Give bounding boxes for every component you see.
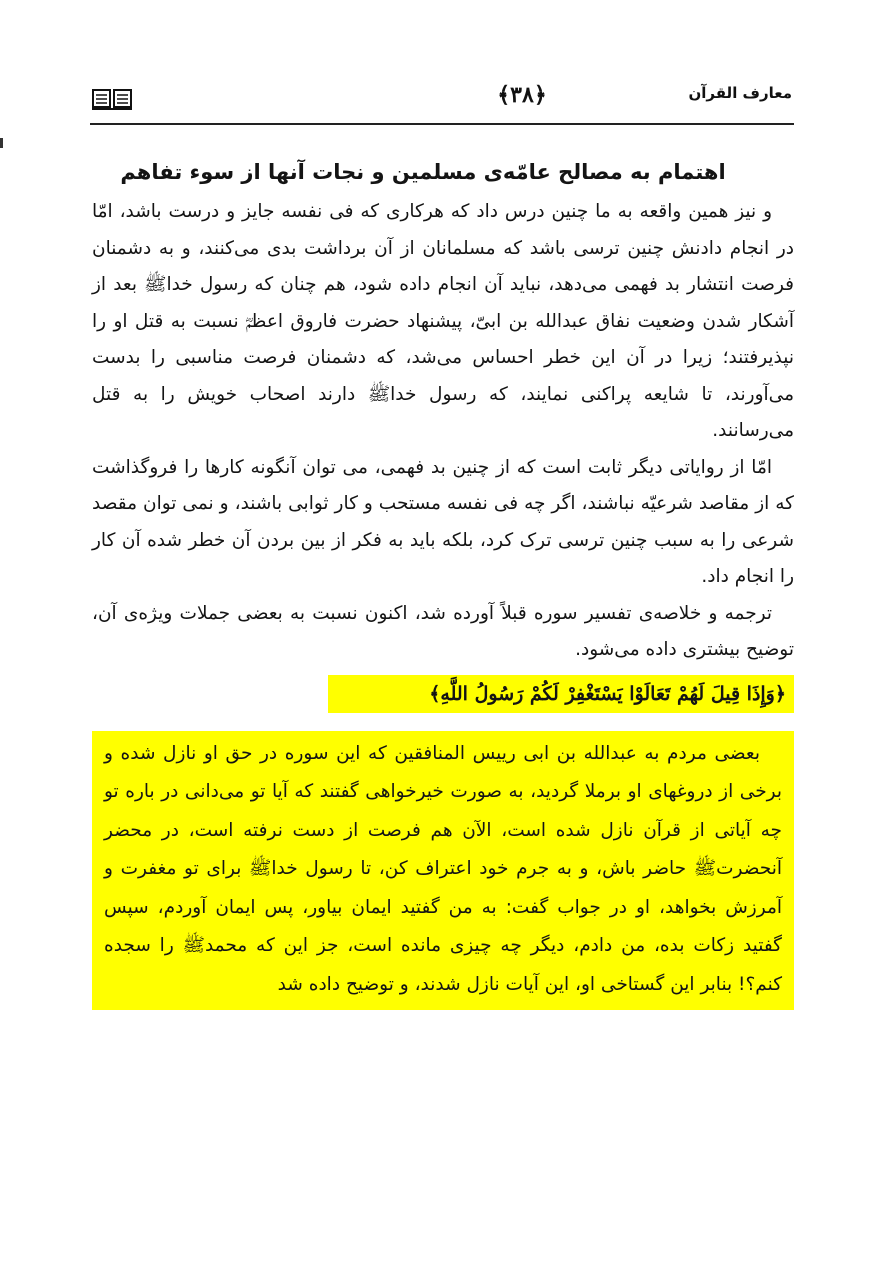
paragraph-2: امّا از روایاتی دیگر ثابت است که از چنین بد فهمی، می توان آنگونه کارها را فروگذاشت که از مقاصد شرعیّه نباشند، اگر چه فی نفسه مستحب و کار ثوابی باشند، و نمی توان مقصد شرعی را به سبب چنین ترسی ترک کرد، بلکه باید به فکر از بین بردن آن خطر شده آن کار را انجام داد. bbox=[92, 456, 794, 587]
quran-verse: ﴿وَإِذَا قِيلَ لَهُمْ تَعَالَوْا يَسْتَغْفِرْ لَكُمْ رَسُولُ اللَّهِ﴾ bbox=[328, 675, 794, 713]
page-body bbox=[92, 150, 794, 1010]
section-heading: اهتمام به مصالح عامّه‌ی مسلمین و نجات آنها از سوء تفاهم bbox=[120, 160, 726, 184]
paragraph-3: ترجمه و خلاصه‌ی تفسیر سوره قبلاً آورده شد، اکنون نسبت به بعضی جملات ویژه‌ی آن، توضیح بیشتری داده می‌شود. bbox=[92, 602, 794, 660]
open-book-icon bbox=[92, 88, 132, 110]
margin-mark bbox=[0, 138, 3, 148]
page-header bbox=[92, 80, 792, 120]
highlighted-paragraph: بعضی مردم به عبدالله بن ابی رییس المنافقین که این سوره در حق او نازل شده و برخی از دروغهای او برملا گردید، به صورت خیرخواهی گفتند که آیا تو می‌دانی در باره تو چه آیاتی از قرآن نازل شده است، الآن هم فرصت از دست نرفته است، در محضر آنحضرتﷺ حاضر باش، و به جرم خود اعتراف کن، تا رسول خداﷺ برای تو مغفرت و آمرزش بخواهد، او در جواب گفت: به من گفتید ایمان بیاور، پس ایمان آوردم، سپس گفتید زکات بده، من دادم، دیگر چه چیزی مانده است، جز این که محمدﷺ را سجده کنم؟! بنابر این گستاخی او، این آیات نازل شدند، و توضیح داده شد bbox=[92, 731, 794, 1011]
page-number: ﴿۳۸﴾ bbox=[497, 82, 547, 108]
running-title: معارف القرآن bbox=[688, 84, 792, 102]
paragraph-1: و نیز همین واقعه به ما چنین درس داد که هرکاری که فی نفسه جایز و درست باشد، امّا در انجام دادنش چنین ترسی باشد که مسلمانان از آن برداشت بدی می‌کنند، و به دشمنان فرصت انتشار بد فهمی می‌دهد، نباید آن انجام داده شود، هم چنان که رسول خداﷺ بعد از آشکار شدن وضعیت نفاق عبدالله بن ابیّ، پیشنهاد حضرت فاروق اعظمؓ نسبت به قتل او را نپذیرفتند؛ زیرا در آن این خطر احساس می‌شد، که دشمنان فرصت مناسبی را بدست می‌آورند، تا شایعه پراکنی نمایند، که رسول خداﷺ دارند اصحاب خویش را به قتل می‌رسانند. bbox=[92, 201, 794, 441]
header-divider bbox=[90, 123, 794, 125]
